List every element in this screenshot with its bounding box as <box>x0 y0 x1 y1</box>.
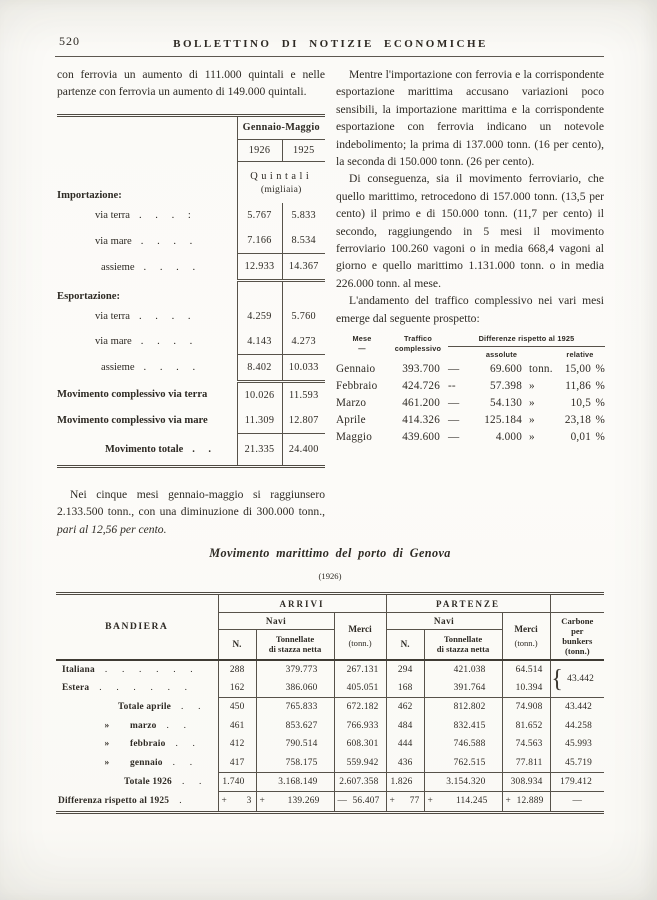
sign: — <box>448 396 460 409</box>
ditto-mark: » <box>104 720 110 731</box>
col-header-arrivi: ARRIVI <box>218 594 386 613</box>
partenze-merci: 308.934 <box>502 772 550 791</box>
carbone-diff: — <box>550 792 604 812</box>
value-1926: 11.309 <box>237 408 282 434</box>
row-label: Totale 1926 . . <box>124 777 202 788</box>
monthly-traffic-table <box>336 334 605 445</box>
percent-sign: % <box>595 396 605 409</box>
absolute-diff: 57.398 <box>490 379 522 392</box>
dot-leader: . . . : <box>139 210 191 222</box>
unit: » <box>529 396 535 409</box>
unit-migliaia: (migliaia) <box>260 183 302 195</box>
arrivi-n-diff: + 3 <box>218 792 256 812</box>
dot-leader: . . <box>181 777 202 788</box>
row-label: via terra . . . : <box>95 210 191 222</box>
carbone-value: 45.993 <box>550 735 604 753</box>
page-number: 520 <box>59 34 80 48</box>
arrivi-merci: 405.051 <box>334 679 386 698</box>
row-label: » febbraio . . <box>56 735 218 753</box>
table-row-italiana <box>56 660 604 679</box>
arrivi-n: 288 <box>218 660 256 679</box>
dot-leader: . <box>179 796 182 807</box>
table-row-totale-aprile <box>56 698 604 717</box>
arrivi-n: 461 <box>218 717 256 735</box>
table-row <box>336 411 605 428</box>
partenze-n: 484 <box>386 717 424 735</box>
genova-section <box>56 546 604 814</box>
value-1925: 8.534 <box>282 228 325 254</box>
sign: — <box>448 413 460 426</box>
partenze-merci: 77.811 <box>502 753 550 772</box>
col-header-merci-partenze: Merci (tonn.) <box>502 613 550 660</box>
left-column <box>57 66 325 538</box>
dot-leader: . . <box>166 720 187 731</box>
sign: — <box>448 430 460 443</box>
ditto-mark: » <box>104 757 110 768</box>
arrivi-tonnellate: 853.627 <box>256 717 334 735</box>
arrivi-tonnellate: 3.168.149 <box>256 772 334 791</box>
unit-header <box>237 161 325 203</box>
col-header-n-arrivi: N. <box>218 630 256 660</box>
value-1925: 11.593 <box>282 381 325 408</box>
table-row <box>336 394 605 411</box>
partenze-merci: 64.514 <box>502 660 550 679</box>
arrivi-n: 1.740 <box>218 772 256 791</box>
partenze-n: 436 <box>386 753 424 772</box>
value-1925: 10.033 <box>282 354 325 381</box>
percent-sign: % <box>595 379 605 392</box>
unit: tonn. <box>529 362 553 375</box>
arrivi-merci: 766.933 <box>334 717 386 735</box>
dot-leader: . . . . <box>140 235 193 247</box>
partenze-n: 1.826 <box>386 772 424 791</box>
partenze-tonnellate: 421.038 <box>424 660 502 679</box>
dot-leader: . . . . <box>140 336 193 348</box>
row-label: Movimento complessivo via terra <box>57 389 208 401</box>
italic-phrase: pari al 12,56 per cento. <box>57 522 167 536</box>
partenze-n-diff: + 77 <box>386 792 424 812</box>
traffic-value: 461.200 <box>402 396 440 409</box>
carbone-value: 43.442 <box>550 698 604 717</box>
table-row-marzo <box>56 717 604 735</box>
partenze-merci-diff: + 12.889 <box>502 792 550 812</box>
partenze-tonnellate: 832.415 <box>424 717 502 735</box>
carbone-value: 179.412 <box>550 772 604 791</box>
row-label: assieme . . . . <box>101 362 196 374</box>
partenze-tonnellate: 746.588 <box>424 735 502 753</box>
partenze-n: 462 <box>386 698 424 717</box>
table-row-estera <box>56 679 604 698</box>
flag-label: Italiana . . . . . . <box>62 664 193 675</box>
relative-diff: 23,18 <box>564 413 591 426</box>
section-label-import: Importazione: <box>57 190 122 202</box>
mese-dash: — <box>358 344 366 354</box>
arrivi-merci: 2.607.358 <box>334 772 386 791</box>
arrivi-n: 412 <box>218 735 256 753</box>
month-name: Aprile <box>336 413 366 426</box>
table-row <box>336 377 605 394</box>
unit: » <box>529 413 535 426</box>
paragraph-consequence: Di conseguenza, sia il movimento ferroviario, che quello marittimo, retrocedono di 157.000 tonn. (13,5 per cento) il primo e di 150.000 tonn. (11,7 per cento) il secondo, raggiungendo in 5 mesi il movimento ferroviario 100.260 vagoni o in media 668,4 vagoni al giorno e quello marittimo 1.131.000 tonn. o in media 226.000 tonn. al mese. <box>336 172 604 290</box>
right-column <box>336 66 604 538</box>
month-name: Gennaio <box>336 362 376 375</box>
dot-leader: . . . . <box>143 362 196 374</box>
value-1926: 8.402 <box>237 354 282 381</box>
arrivi-tonnellate: 765.833 <box>256 698 334 717</box>
partenze-tonnellate-diff: + 114.245 <box>424 792 502 812</box>
absolute-diff: 4.000 <box>495 430 522 443</box>
table-header-row <box>56 594 604 613</box>
table-row <box>57 254 325 281</box>
partenze-merci: 74.908 <box>502 698 550 717</box>
row-label: assieme . . . . <box>101 261 196 273</box>
col-header-carbone: Carbone per bunkers (tonn.) <box>550 613 604 660</box>
header-rule <box>55 56 604 57</box>
flag-label: Estera . . . . . . <box>62 683 188 694</box>
sign: — <box>448 362 460 375</box>
arrivi-merci-diff: — 56.407 <box>334 792 386 812</box>
relative-diff: 0,01 <box>570 430 591 443</box>
dot-leader: . . . . <box>143 261 196 273</box>
ditto-mark: » <box>104 739 110 750</box>
dot-leader: . . . . . . <box>99 683 188 694</box>
arrivi-tonnellate: 379.773 <box>256 660 334 679</box>
value-1925: 24.400 <box>282 433 325 466</box>
month-name: Maggio <box>336 430 373 443</box>
period-header: Gennaio-Maggio <box>237 115 325 139</box>
table-row <box>57 433 325 466</box>
table-row <box>336 428 605 445</box>
row-label: Differenza rispetto al 1925 . <box>58 796 182 807</box>
arrivi-merci: 267.131 <box>334 660 386 679</box>
carbone-value: 45.719 <box>550 753 604 772</box>
arrivi-tonnellate-diff: + 139.269 <box>256 792 334 812</box>
year-1926-header: 1926 <box>237 139 282 161</box>
relative-diff: 11,86 <box>565 379 591 392</box>
section-label-export: Esportazione: <box>57 290 120 302</box>
percent-sign: % <box>595 413 605 426</box>
value-1926: 10.026 <box>237 381 282 408</box>
col-header-merci-arrivi: Merci (tonn.) <box>334 613 386 660</box>
row-label: via mare . . . . <box>95 235 193 247</box>
col-header-navi-arrivi: Navi <box>218 613 334 630</box>
table-row <box>57 281 325 304</box>
table-row-febbraio <box>56 735 604 753</box>
col-header-differenze: Differenze rispetto al 1925 <box>448 334 605 347</box>
year-1925-header: 1925 <box>282 139 325 161</box>
arrivi-tonnellate: 790.514 <box>256 735 334 753</box>
arrivi-n: 417 <box>218 753 256 772</box>
table-row <box>57 354 325 381</box>
percent-sign: % <box>595 362 605 375</box>
table-row <box>57 408 325 434</box>
empty-cell <box>237 281 282 304</box>
col-header-tonnellate-arrivi: Tonnellate di stazza netta <box>256 630 334 660</box>
table-row <box>57 329 325 355</box>
rail-sea-traffic-table <box>57 114 325 468</box>
row-label: Movimento complessivo via mare <box>57 415 208 427</box>
two-column-body <box>57 66 604 538</box>
arrivi-tonnellate: 386.060 <box>256 679 334 698</box>
absolute-diff: 54.130 <box>490 396 522 409</box>
col-header-n-partenze: N. <box>386 630 424 660</box>
genova-title: Movimento marittimo del porto di Genova <box>209 546 451 560</box>
unit: » <box>529 379 535 392</box>
paragraph-rail-increase: con ferrovia un aumento di 111.000 quintali e nelle partenze con ferrovia un aumento di 149.000 quintali. <box>57 68 325 99</box>
col-header-navi-partenze: Navi <box>386 613 502 630</box>
percent-sign: % <box>595 430 605 443</box>
partenze-merci: 10.394 <box>502 679 550 698</box>
dot-leader: . . . . . . <box>104 664 193 675</box>
sign: -- <box>448 379 456 392</box>
value-1925: 4.273 <box>282 329 325 355</box>
arrivi-merci: 672.182 <box>334 698 386 717</box>
absolute-diff: 69.600 <box>490 362 522 375</box>
paragraph-prospetto-intro: L'andamento del traffico complessivo nei vari mesi emerge dal seguente prospetto: <box>336 294 604 325</box>
dot-leader: . . . . <box>139 310 191 322</box>
value-1926: 4.259 <box>237 304 282 329</box>
col-header-traffico: Traffico complessivo <box>394 334 442 354</box>
month-name: Marzo <box>336 396 367 409</box>
value-1926: 4.143 <box>237 329 282 355</box>
journal-title: BOLLETTINO DI NOTIZIE ECONOMICHE <box>173 38 488 50</box>
dot-leader: . . <box>192 443 211 455</box>
table-row <box>57 304 325 329</box>
arrivi-n: 450 <box>218 698 256 717</box>
traffic-value: 424.726 <box>402 379 440 392</box>
page-header <box>57 34 604 52</box>
value-1925: 5.833 <box>282 203 325 228</box>
month-name: Febbraio <box>336 379 378 392</box>
unit-quintali: Quintali <box>250 170 313 182</box>
row-label: via mare . . . . <box>95 336 193 348</box>
carbone-value: 44.258 <box>550 717 604 735</box>
value-1925: 12.807 <box>282 408 325 434</box>
col-header-relative: relative <box>566 350 594 360</box>
partenze-tonnellate: 762.515 <box>424 753 502 772</box>
col-header-bandiera: BANDIERA <box>56 594 218 660</box>
table-row <box>57 228 325 254</box>
arrivi-merci: 608.301 <box>334 735 386 753</box>
partenze-tonnellate: 812.802 <box>424 698 502 717</box>
table-row-gennaio <box>56 753 604 772</box>
table-row <box>57 139 325 161</box>
absolute-diff: 125.184 <box>484 413 522 426</box>
partenze-merci: 81.652 <box>502 717 550 735</box>
row-label: » gennaio . . <box>56 753 218 772</box>
table-row-differenza <box>56 792 604 812</box>
partenze-n: 444 <box>386 735 424 753</box>
relative-diff: 15,00 <box>564 362 591 375</box>
col-header-assolute: assolute <box>485 350 518 360</box>
col-header-mese: Mese — <box>336 334 388 360</box>
value-1926: 7.166 <box>237 228 282 254</box>
arrivi-n: 162 <box>218 679 256 698</box>
table-row <box>57 381 325 408</box>
paragraph-five-months: Nei cinque mesi gennaio-maggio si raggiunsero 2.133.500 tonn., con una diminuzione di 300.000 tonn., pari al 12,56 per cento. <box>57 487 325 536</box>
table-header-row <box>336 334 605 347</box>
partenze-tonnellate: 3.154.320 <box>424 772 502 791</box>
genova-port-table <box>56 592 604 814</box>
empty-cell <box>550 594 604 613</box>
traffic-value: 414.326 <box>402 413 440 426</box>
genova-subtitle: (1926) <box>318 571 342 581</box>
col-header-partenze: PARTENZE <box>386 594 550 613</box>
unit: » <box>529 430 535 443</box>
value-1926: 12.933 <box>237 254 282 281</box>
dot-leader: . . <box>175 739 196 750</box>
table-row-totale-1926 <box>56 772 604 791</box>
row-label: Totale aprile . . <box>118 702 201 713</box>
arrivi-tonnellate: 758.175 <box>256 753 334 772</box>
value-1926: 5.767 <box>237 203 282 228</box>
table-row <box>57 115 325 139</box>
row-label: » marzo . . <box>56 717 218 735</box>
value-1925: 14.367 <box>282 254 325 281</box>
partenze-tonnellate: 391.764 <box>424 679 502 698</box>
empty-cell <box>57 115 237 139</box>
row-label: via terra . . . . <box>95 310 191 322</box>
carbone-braced-value: { 43.442 <box>550 660 604 698</box>
arrivi-merci: 559.942 <box>334 753 386 772</box>
empty-cell <box>57 139 237 161</box>
table-row <box>336 360 605 377</box>
brace-glyph: { <box>551 665 564 693</box>
empty-cell <box>282 281 325 304</box>
row-label-total: Movimento totale . . <box>105 443 211 455</box>
partenze-n: 294 <box>386 660 424 679</box>
partenze-n: 168 <box>386 679 424 698</box>
value-1926: 21.335 <box>237 433 282 466</box>
table-row <box>57 203 325 228</box>
partenze-merci: 74.563 <box>502 735 550 753</box>
dot-leader: . . <box>172 757 193 768</box>
relative-diff: 10,5 <box>570 396 591 409</box>
col-header-tonnellate-partenze: Tonnellate di stazza netta <box>424 630 502 660</box>
table-row <box>57 161 325 203</box>
dot-leader: . . <box>181 702 201 713</box>
paragraph-import-export: Mentre l'importazione con ferrovia e la corrispondente esportazione marittima accusano variazioni poco sensibili, la importazione marittima e la corrispondente esportazione con ferrovia indicano un notevole indebolimento; la prima di 137.000 tonn. (16 per cento), la seconda di 150.000 tonn. (26 per cento). <box>336 68 604 169</box>
value-1925: 5.760 <box>282 304 325 329</box>
traffic-value: 393.700 <box>402 362 440 375</box>
traffic-value: 439.600 <box>402 430 440 443</box>
